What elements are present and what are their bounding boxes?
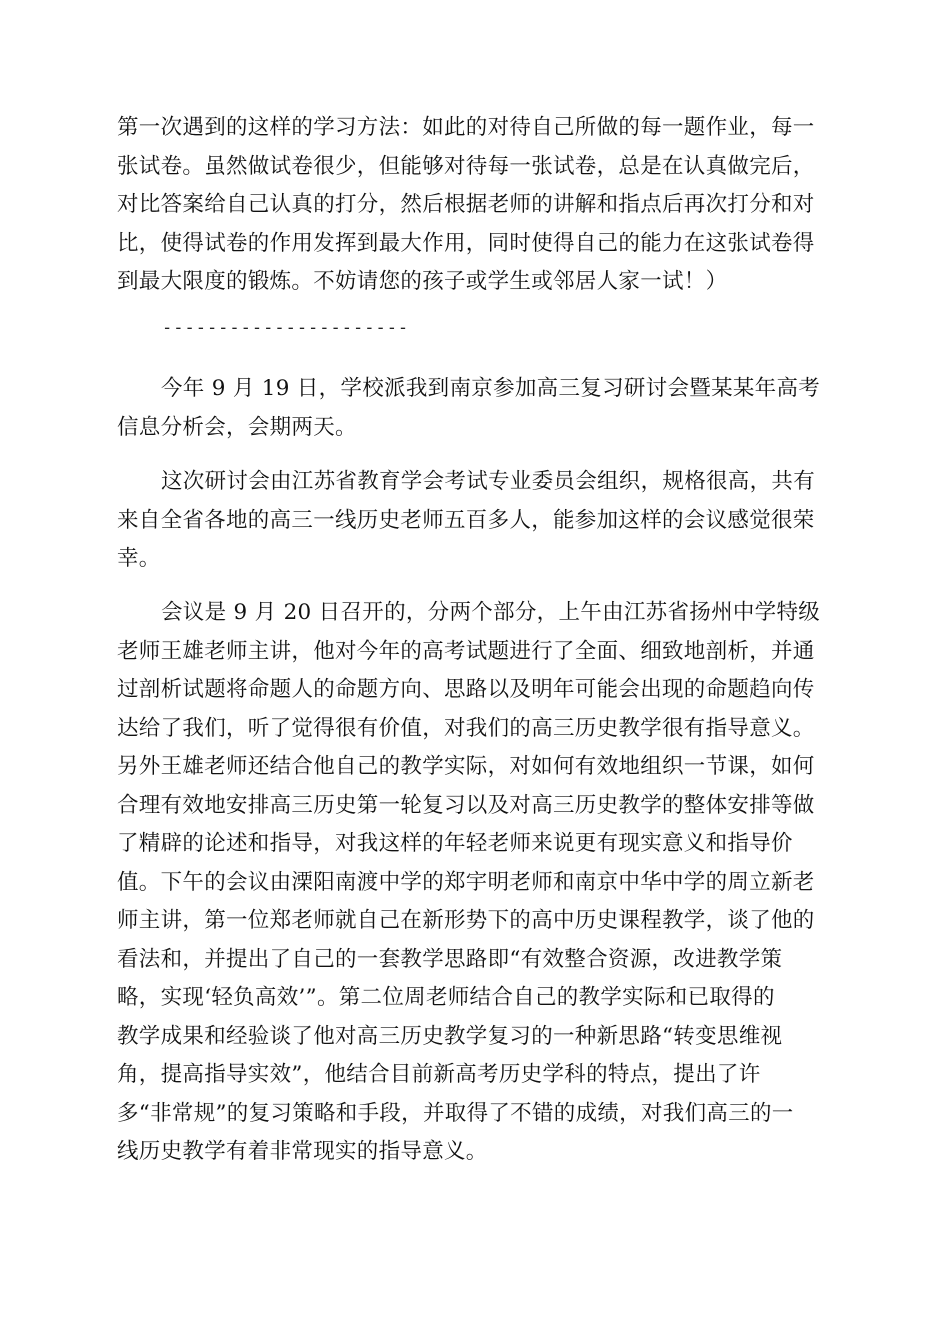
text-line: 幸。 — [117, 546, 161, 571]
text-line: 到最大限度的锻炼。不妨请您的孩子或学生或邻居人家一试！） — [117, 269, 728, 294]
text-line: 信息分析会，会期两天。 — [117, 414, 357, 440]
text-line: 合理有效地安排高三历史第一轮复习以及对高三历史教学的整体安排等做 — [117, 792, 815, 818]
text-line: 多“非常规”的复习策略和手段，并取得了不错的成绩，对我们高三的一 — [117, 1100, 794, 1126]
text-line: 角，提高指导实效”，他结合目前新高考历史学科的特点，提出了许 — [117, 1062, 761, 1087]
text-line: 会议是 9 月 20 日召开的，分两个部分，上午由江苏省扬州中学特级 — [161, 600, 821, 625]
text-line: 今年 9 月 19 日，学校派我到南京参加高三复习研讨会暨某某年高考 — [161, 376, 821, 401]
text-line: 过剖析试题将命题人的命题方向、思路以及明年可能会出现的命题趋向传 — [117, 677, 815, 702]
text-line: 了精辟的论述和指导，对我这样的年轻老师来说更有现实意义和指导价 — [117, 831, 793, 856]
text-line: 看法和，并提出了自己的一套教学思路即“有效整合资源，改进教学策 — [117, 946, 783, 972]
paragraph-meeting-intro — [117, 370, 837, 447]
text-line: 对比答案给自己认真的打分，然后根据老师的讲解和指点后再次打分和对 — [117, 192, 815, 217]
text-line: 来自全省各地的高三一线历史老师五百多人，能参加这样的会议感觉很荣 — [117, 507, 815, 533]
text-line: 这次研讨会由江苏省教育学会考试专业委员会组织，规格很高，共有 — [161, 469, 816, 494]
text-line: 略，实现‘轻负高效’”。第二位周老师结合自己的教学实际和已取得的 — [117, 985, 775, 1010]
text-line: 另外王雄老师还结合他自己的教学实际，对如何有效地组织一节课，如何 — [117, 754, 815, 779]
section-separator: ---------------------- — [162, 318, 410, 338]
text-line: 达给了我们，听了觉得很有价值，对我们的高三历史教学很有指导意义。 — [117, 715, 815, 741]
text-line: 线历史教学有着非常现实的指导意义。 — [117, 1139, 488, 1164]
text-line: 师主讲，第一位郑老师就自己在新形势下的高中历史课程教学，谈了他的 — [117, 908, 815, 933]
text-line: 教学成果和经验谈了他对高三历史教学复习的一种新思路“转变思维视 — [117, 1023, 783, 1049]
text-line: 比，使得试卷的作用发挥到最大作用，同时使得自己的能力在这张试卷得 — [117, 230, 815, 256]
text-line: 第一次遇到的这样的学习方法：如此的对待自己所做的每一题作业，每一 — [117, 115, 815, 140]
text-line: 值。下午的会议由溧阳南渡中学的郑宇明老师和南京中华中学的周立新老 — [117, 869, 815, 895]
paragraph-meeting-organizer — [117, 463, 837, 579]
paragraph-study-method-continuation — [117, 109, 837, 302]
text-line: 老师王雄老师主讲，他对今年的高考试题进行了全面、细致地剖析，并通 — [117, 638, 815, 664]
paragraph-meeting-content — [117, 594, 837, 1172]
text-line: 张试卷。虽然做试卷很少，但能够对待每一张试卷，总是在认真做完后， — [117, 153, 815, 179]
